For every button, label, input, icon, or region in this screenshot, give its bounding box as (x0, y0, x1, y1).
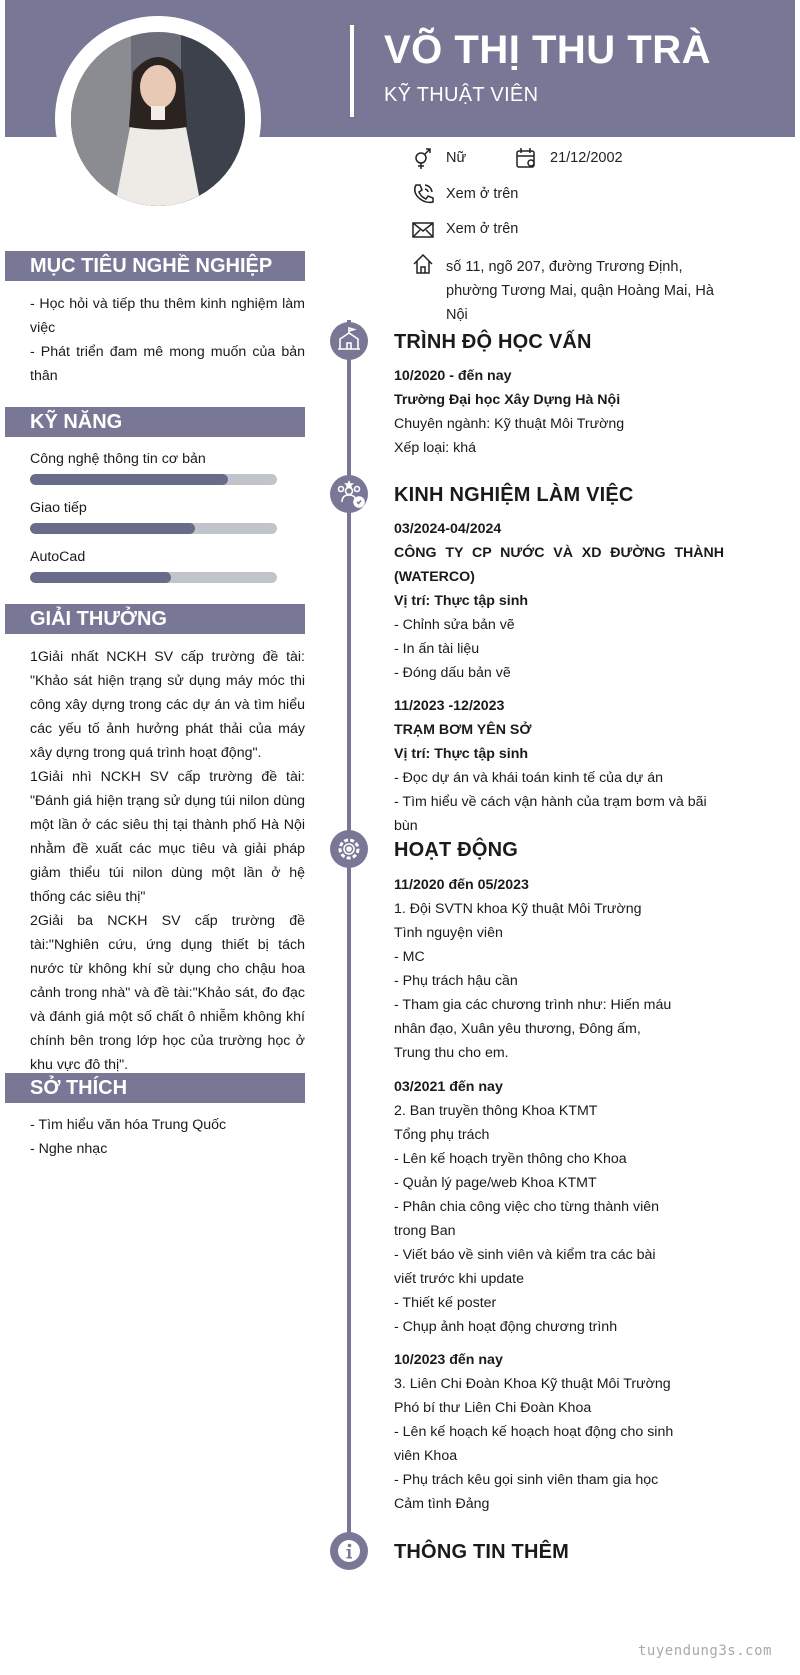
activity-line: 3. Liên Chi Đoàn Khoa Kỹ thuật Môi Trường (394, 1376, 671, 1392)
address-value: số 11, ngõ 207, đường Trương Định, phường Tương Mai, quận Hoàng Mai, Hà Nội (446, 259, 714, 323)
hobby-item: - Tìm hiểu văn hóa Trung Quốc (30, 1117, 227, 1133)
candidate-title: KỸ THUẬT VIÊN (384, 84, 539, 106)
activity-line: - Lên kế hoạch tryền thông cho Khoa (394, 1151, 627, 1167)
activity-line: - Tham gia các chương trình như: Hiến máu nhân đạo, Xuân yêu thương, Đông ấm, Trung thu cho em. (394, 997, 672, 1061)
awards-heading: GIẢI THƯỞNG (5, 604, 305, 634)
activity-line: - Phụ trách hậu cần (394, 973, 518, 989)
job-company: TRẠM BƠM YÊN SỞ (394, 722, 532, 738)
award-item: 2Giải ba NCKH SV cấp trường đề tài:"Nghiên cứu, ứng dụng thiết bị tách nước từ không khí sử dụng cho chậu hoa cảnh trong nhà" và đề tài:"Khảo sát, đo đạc và đánh giá một số chất ô nhiễm không khí chính bên trong lớp học của trường học ở khu vực đô thị". (30, 913, 305, 1073)
phone-value: Xem ở trên (446, 186, 519, 202)
job-company: CÔNG TY CP NƯỚC VÀ XD ĐƯỜNG THÀNH (WATERCO) (394, 545, 724, 585)
activity-block (394, 873, 674, 1065)
activity-line: - MC (394, 949, 425, 965)
activity-line: - Lên kế hoạch kế hoạch hoạt động cho sinh viên Khoa (394, 1424, 674, 1464)
job-task: - In ấn tài liệu (394, 641, 480, 657)
education-school: Trường Đại học Xây Dựng Hà Nội (394, 392, 621, 408)
info-icon (330, 1532, 368, 1570)
skill-bar (30, 474, 277, 485)
name-divider (350, 25, 354, 117)
activity-line: - Thiết kế poster (394, 1295, 497, 1311)
activity-period: 11/2020 đến 05/2023 (394, 877, 529, 893)
team-icon (330, 475, 368, 513)
activity-line: 2. Ban truyền thông Khoa KTMT (394, 1103, 598, 1119)
education-grade: Xếp loại: khá (394, 440, 477, 456)
phone-icon (412, 183, 434, 205)
calendar-icon (515, 147, 537, 169)
award-item: 1Giải nhất NCKH SV cấp trường đề tài: "Khảo sát hiện trạng sử dụng máy móc thi công xây dựng trong các dự án và tìm hiểu các yếu tố ảnh hưởng phát thải của máy xây dựng trong quá trình hoạt động". (30, 649, 305, 761)
activity-period: 03/2021 đến nay (394, 1079, 503, 1095)
candidate-name: VÕ THỊ THU TRÀ (384, 28, 711, 72)
job-period: 11/2023 -12/2023 (394, 698, 505, 714)
email-icon (412, 219, 434, 241)
avatar (71, 32, 245, 206)
school-icon (330, 322, 368, 360)
skill-name: Công nghệ thông tin cơ bản (30, 451, 206, 467)
objective-heading: MỤC TIÊU NGHỀ NGHIỆP (5, 251, 305, 281)
job-task: - Chỉnh sửa bản vẽ (394, 617, 515, 633)
activity-line: 1. Đội SVTN khoa Kỹ thuật Môi Trường (394, 901, 642, 917)
education-heading: TRÌNH ĐỘ HỌC VẤN (394, 331, 592, 353)
education-period: 10/2020 - đến nay (394, 368, 512, 384)
watermark: tuyendung3s.com (638, 1643, 772, 1659)
gender-value: Nữ (446, 150, 467, 166)
gender-icon (412, 148, 434, 170)
gear-icon (330, 830, 368, 868)
award-item: 1Giải nhì NCKH SV cấp trường đề tài: "Đánh giá hiện trạng sử dụng túi nilon dùng một lần ở các siêu thị tại thành phố Hà Nội nhằm đề xuất các mục tiêu và giải pháp giảm thiểu túi nilon dùng một lần ở hệ thống các siêu thị" (30, 769, 305, 905)
job-task: - Đóng dấu bản vẽ (394, 665, 511, 681)
activity-line: - Chụp ảnh hoạt động chương trình (394, 1319, 618, 1335)
skill-fill (30, 523, 195, 534)
job-block (394, 517, 724, 685)
birthdate-value: 21/12/2002 (550, 150, 623, 166)
education-major: Chuyên ngành: Kỹ thuật Môi Trường (394, 416, 625, 432)
hobbies-heading: SỞ THÍCH (5, 1073, 305, 1103)
activity-line: Tình nguyện viên (394, 925, 503, 941)
job-task: - Đọc dự án và khái toán kinh tế của dự án (394, 770, 664, 786)
job-role: Vị trí: Thực tập sinh (394, 593, 529, 609)
activity-line: - Viết báo về sinh viên và kiểm tra các bài viết trước khi update (394, 1247, 656, 1287)
job-task: - Tìm hiểu về cách vận hành của trạm bơm và bãi bùn (394, 794, 707, 834)
objective-line: - Học hỏi và tiếp thu thêm kinh nghiệm làm việc (30, 296, 305, 336)
activity-period: 10/2023 đến nay (394, 1352, 503, 1368)
activity-line: - Phụ trách kêu gọi sinh viên tham gia học Cảm tình Đảng (394, 1472, 659, 1512)
skill-name: AutoCad (30, 549, 86, 565)
experience-heading: KINH NGHIỆM LÀM VIỆC (394, 484, 634, 506)
skills-heading: KỸ NĂNG (5, 407, 305, 437)
awards-text (30, 645, 305, 1077)
activity-block (394, 1348, 679, 1516)
activity-line: - Phân chia công việc cho từng thành viên trong Ban (394, 1199, 660, 1239)
objective-line: - Phát triển đam mê mong muốn của bản thân (30, 344, 305, 384)
skill-fill (30, 474, 228, 485)
activity-line: Phó bí thư Liên Chi Đoàn Khoa (394, 1400, 592, 1416)
education-block (394, 364, 724, 460)
skill-bar (30, 572, 277, 583)
activity-block (394, 1075, 679, 1339)
objective-text (30, 292, 305, 388)
job-role: Vị trí: Thực tập sinh (394, 746, 529, 762)
hobby-item: - Nghe nhạc (30, 1141, 108, 1157)
skill-name: Giao tiếp (30, 500, 87, 516)
home-icon (412, 253, 434, 275)
skill-fill (30, 572, 171, 583)
email-value: Xem ở trên (446, 221, 519, 237)
activity-line: - Quản lý page/web Khoa KTMT (394, 1175, 597, 1191)
job-period: 03/2024-04/2024 (394, 521, 502, 537)
extra-heading: THÔNG TIN THÊM (394, 1541, 570, 1563)
skill-bar (30, 523, 277, 534)
activity-line: Tổng phụ trách (394, 1127, 490, 1143)
activities-heading: HOẠT ĐỘNG (394, 839, 519, 861)
hobbies-text (30, 1113, 305, 1161)
job-block (394, 694, 724, 838)
